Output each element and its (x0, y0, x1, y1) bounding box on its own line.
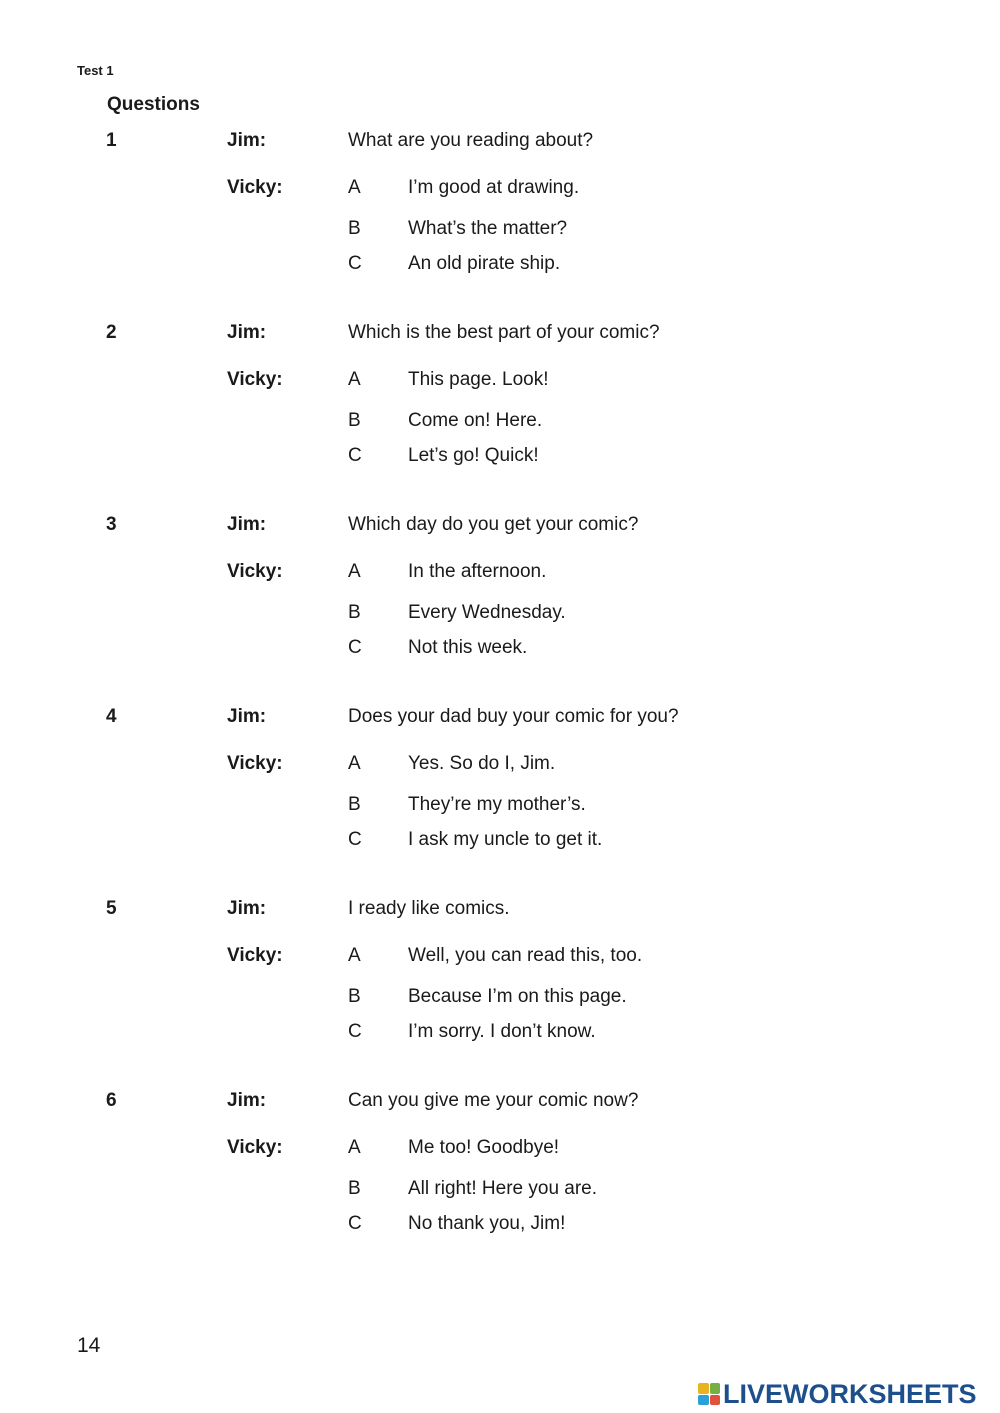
logo-square-1 (698, 1383, 709, 1394)
question-block (0, 130, 1000, 310)
speaker-jim: Jim: (227, 898, 267, 919)
question-prompt: Can you give me your comic now? (348, 1090, 639, 1111)
speaker-vicky: Vicky: (227, 1137, 283, 1158)
option-letter-b: B (348, 410, 361, 431)
question-number: 2 (106, 322, 117, 343)
question-number: 6 (106, 1090, 117, 1111)
option-letter-c: C (348, 445, 362, 466)
question-block (0, 514, 1000, 694)
option-letter-b: B (348, 1178, 361, 1199)
option-letter-a: A (348, 177, 361, 198)
question-block (0, 1090, 1000, 1270)
question-prompt: Which day do you get your comic? (348, 514, 639, 535)
question-block (0, 898, 1000, 1078)
option-letter-c: C (348, 637, 362, 658)
speaker-vicky: Vicky: (227, 369, 283, 390)
question-number: 1 (106, 130, 117, 151)
option-text-c: Let’s go! Quick! (408, 445, 539, 466)
option-letter-a: A (348, 753, 361, 774)
option-text-a: In the afternoon. (408, 561, 547, 582)
speaker-jim: Jim: (227, 514, 267, 535)
option-letter-c: C (348, 1213, 362, 1234)
questions-heading: Questions (107, 94, 200, 115)
option-text-a: Well, you can read this, too. (408, 945, 643, 966)
question-block (0, 322, 1000, 502)
option-letter-a: A (348, 1137, 361, 1158)
speaker-vicky: Vicky: (227, 753, 283, 774)
question-prompt: What are you reading about? (348, 130, 594, 151)
option-letter-b: B (348, 602, 361, 623)
option-letter-b: B (348, 218, 361, 239)
question-prompt: Does your dad buy your comic for you? (348, 706, 679, 727)
logo-square-3 (698, 1395, 709, 1406)
option-text-b: Because I’m on this page. (408, 986, 627, 1007)
option-letter-b: B (348, 794, 361, 815)
option-letter-a: A (348, 945, 361, 966)
question-prompt: I ready like comics. (348, 898, 510, 919)
option-text-b: All right! Here you are. (408, 1178, 598, 1199)
question-prompt: Which is the best part of your comic? (348, 322, 660, 343)
speaker-jim: Jim: (227, 1090, 267, 1111)
speaker-vicky: Vicky: (227, 945, 283, 966)
option-text-b: Every Wednesday. (408, 602, 566, 623)
speaker-vicky: Vicky: (227, 561, 283, 582)
page-number: 14 (77, 1334, 101, 1357)
option-letter-a: A (348, 369, 361, 390)
liveworksheets-logo[interactable] (698, 1376, 977, 1412)
option-text-c: No thank you, Jim! (408, 1213, 566, 1234)
liveworksheets-logo-icon (698, 1383, 720, 1405)
speaker-jim: Jim: (227, 322, 267, 343)
speaker-vicky: Vicky: (227, 177, 283, 198)
option-letter-b: B (348, 986, 361, 1007)
question-number: 3 (106, 514, 117, 535)
option-letter-c: C (348, 253, 362, 274)
speaker-jim: Jim: (227, 706, 267, 727)
option-text-b: They’re my mother’s. (408, 794, 586, 815)
option-text-c: I ask my uncle to get it. (408, 829, 603, 850)
option-text-b: Come on! Here. (408, 410, 543, 431)
option-text-a: This page. Look! (408, 369, 549, 390)
option-letter-a: A (348, 561, 361, 582)
option-letter-c: C (348, 1021, 362, 1042)
question-block (0, 706, 1000, 886)
option-text-a: Me too! Goodbye! (408, 1137, 560, 1158)
question-number: 5 (106, 898, 117, 919)
logo-square-4 (710, 1395, 721, 1406)
option-text-a: I’m good at drawing. (408, 177, 580, 198)
option-text-c: I’m sorry. I don’t know. (408, 1021, 596, 1042)
option-letter-c: C (348, 829, 362, 850)
option-text-a: Yes. So do I, Jim. (408, 753, 556, 774)
test-label: Test 1 (77, 63, 114, 78)
option-text-c: An old pirate ship. (408, 253, 561, 274)
speaker-jim: Jim: (227, 130, 267, 151)
brand-name: LIVEWORKSHEETS (723, 1378, 977, 1409)
logo-square-2 (710, 1383, 721, 1394)
question-number: 4 (106, 706, 117, 727)
option-text-c: Not this week. (408, 637, 528, 658)
option-text-b: What’s the matter? (408, 218, 568, 239)
